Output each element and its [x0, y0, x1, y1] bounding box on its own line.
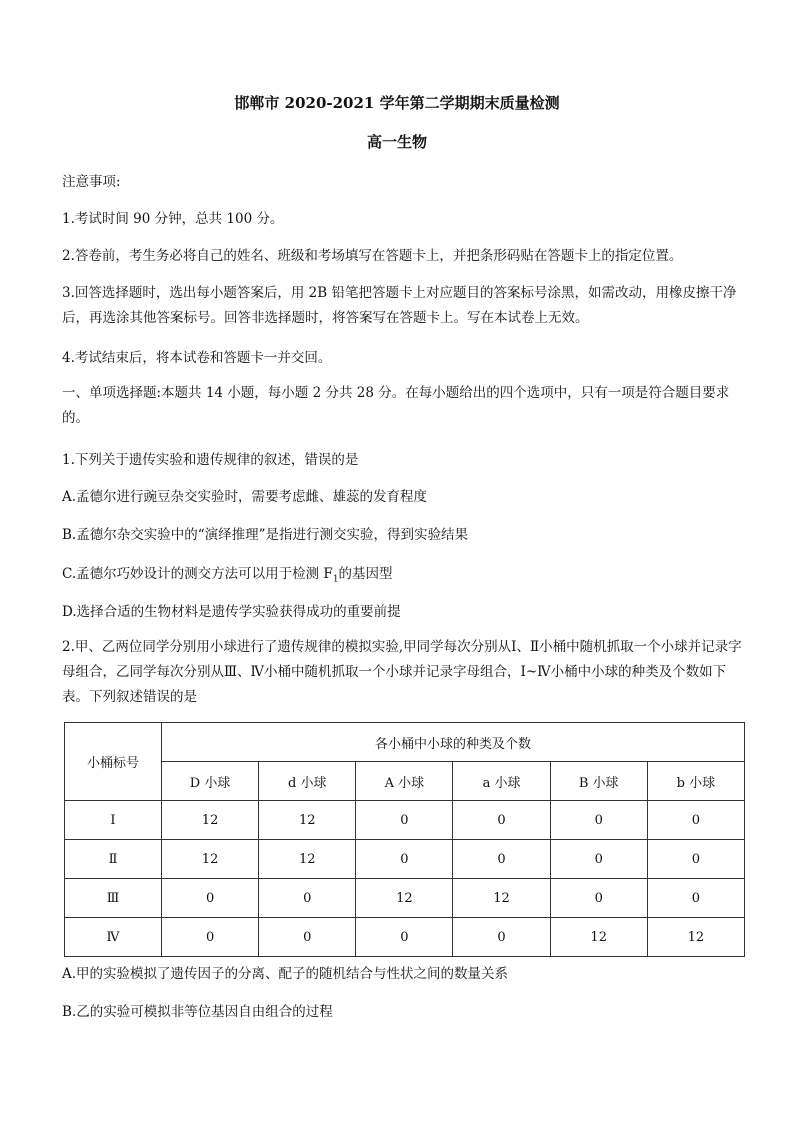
subscript: 1	[332, 574, 339, 585]
note-item: 4.考试结束后，将本试卷和答题卡一并交回。	[62, 350, 332, 366]
exam-title: 邯郸市 2020-2021 学年第二学期期末质量检测	[234, 94, 560, 112]
table-cell: 0	[550, 840, 647, 879]
question-1-stem: 1.下列关于遗传实验和遗传规律的叙述，错误的是	[62, 452, 359, 468]
table-cell: 0	[453, 918, 550, 957]
table-cell: 12	[356, 879, 453, 918]
question-2-stem: 2.甲、乙两位同学分别用小球进行了遗传规律的模拟实验,甲同学每次分别从Ⅰ、Ⅱ小桶中随机抓取一个小球并记录字母组合，乙同学每次分别从Ⅲ、Ⅳ小桶中随机抓取一个小球并记录字母组合，Ⅰ~Ⅳ小桶中小球的种类及个数如下表。下列叙述错误的是	[62, 639, 742, 705]
row-label: Ⅲ	[65, 879, 162, 918]
table-column-row	[65, 762, 745, 801]
table-cell: 0	[550, 801, 647, 840]
table-cell: 0	[259, 879, 356, 918]
column-header: D 小球	[162, 762, 259, 801]
column-header: A 小球	[356, 762, 453, 801]
table-cell: 0	[162, 918, 259, 957]
option-c-text-end: 的基因型	[338, 566, 393, 582]
question-1-option-d: D.选择合适的生物材料是遗传学实验获得成功的重要前提	[62, 604, 401, 620]
column-header: B 小球	[550, 762, 647, 801]
note-item: 2.答卷前，考生务必将自己的姓名、班级和考场填写在答题卡上，并把条形码贴在答题卡上的指定位置。	[62, 248, 683, 264]
section-heading: 一、单项选择题:本题共 14 小题，每小题 2 分共 28 分。在每小题给出的四个选项中，只有一项是符合题目要求的。	[62, 385, 730, 426]
row-header-cell: 小桶标号	[65, 723, 162, 801]
table-cell: 0	[356, 918, 453, 957]
table-header-row	[65, 723, 745, 762]
table-cell: 0	[453, 840, 550, 879]
table-row	[65, 918, 745, 957]
subject-title: 高一生物	[366, 133, 427, 151]
table-row	[65, 801, 745, 840]
row-label: Ⅱ	[65, 840, 162, 879]
question-2-option-b: B.乙的实验可模拟非等位基因自由组合的过程	[62, 1004, 333, 1020]
table-cell: 0	[453, 801, 550, 840]
question-1-option-a: A.孟德尔进行豌豆杂交实验时，需要考虑雌、雄蕊的发育程度	[62, 489, 428, 505]
table-cell: 0	[647, 879, 744, 918]
table-cell: 0	[550, 879, 647, 918]
table-cell: 0	[647, 801, 744, 840]
table-cell: 0	[356, 801, 453, 840]
question-2-option-a: A.甲的实验模拟了遗传因子的分离、配子的随机结合与性状之间的数量关系	[62, 966, 509, 982]
table-cell: 12	[259, 801, 356, 840]
option-c-text: C.孟德尔巧妙设计的测交方法可以用于检测 F	[62, 566, 333, 582]
note-item: 1.考试时间 90 分钟，总共 100 分。	[62, 211, 284, 227]
table-cell: 12	[259, 840, 356, 879]
table-cell: 0	[647, 840, 744, 879]
table-row	[65, 840, 745, 879]
notes-heading: 注意事项:	[62, 174, 121, 190]
column-header: a 小球	[453, 762, 550, 801]
table-cell: 12	[453, 879, 550, 918]
row-label: Ⅳ	[65, 918, 162, 957]
note-item: 3.回答选择题时，选出每小题答案后，用 2B 铅笔把答题卡上对应题目的答案标号涂黑，如需改动，用橡皮擦干净后，再选涂其他答案标号。回答非选择题时，将答案写在答题卡上。写在本试卷上无效。	[62, 285, 737, 326]
ball-count-table	[64, 722, 745, 957]
table-cell: 0	[356, 840, 453, 879]
column-header: d 小球	[259, 762, 356, 801]
table-cell: 12	[162, 801, 259, 840]
table-cell: 12	[162, 840, 259, 879]
table-cell: 0	[259, 918, 356, 957]
row-label: Ⅰ	[65, 801, 162, 840]
question-1-option-b: B.孟德尔杂交实验中的“演绎推理”是指进行测交实验，得到实验结果	[62, 527, 469, 543]
table-cell: 0	[162, 879, 259, 918]
table-cell: 12	[647, 918, 744, 957]
column-header: b 小球	[647, 762, 744, 801]
question-1-option-c	[62, 562, 742, 585]
group-header-cell: 各小桶中小球的种类及个数	[162, 723, 745, 762]
table-cell: 12	[550, 918, 647, 957]
table-row	[65, 879, 745, 918]
